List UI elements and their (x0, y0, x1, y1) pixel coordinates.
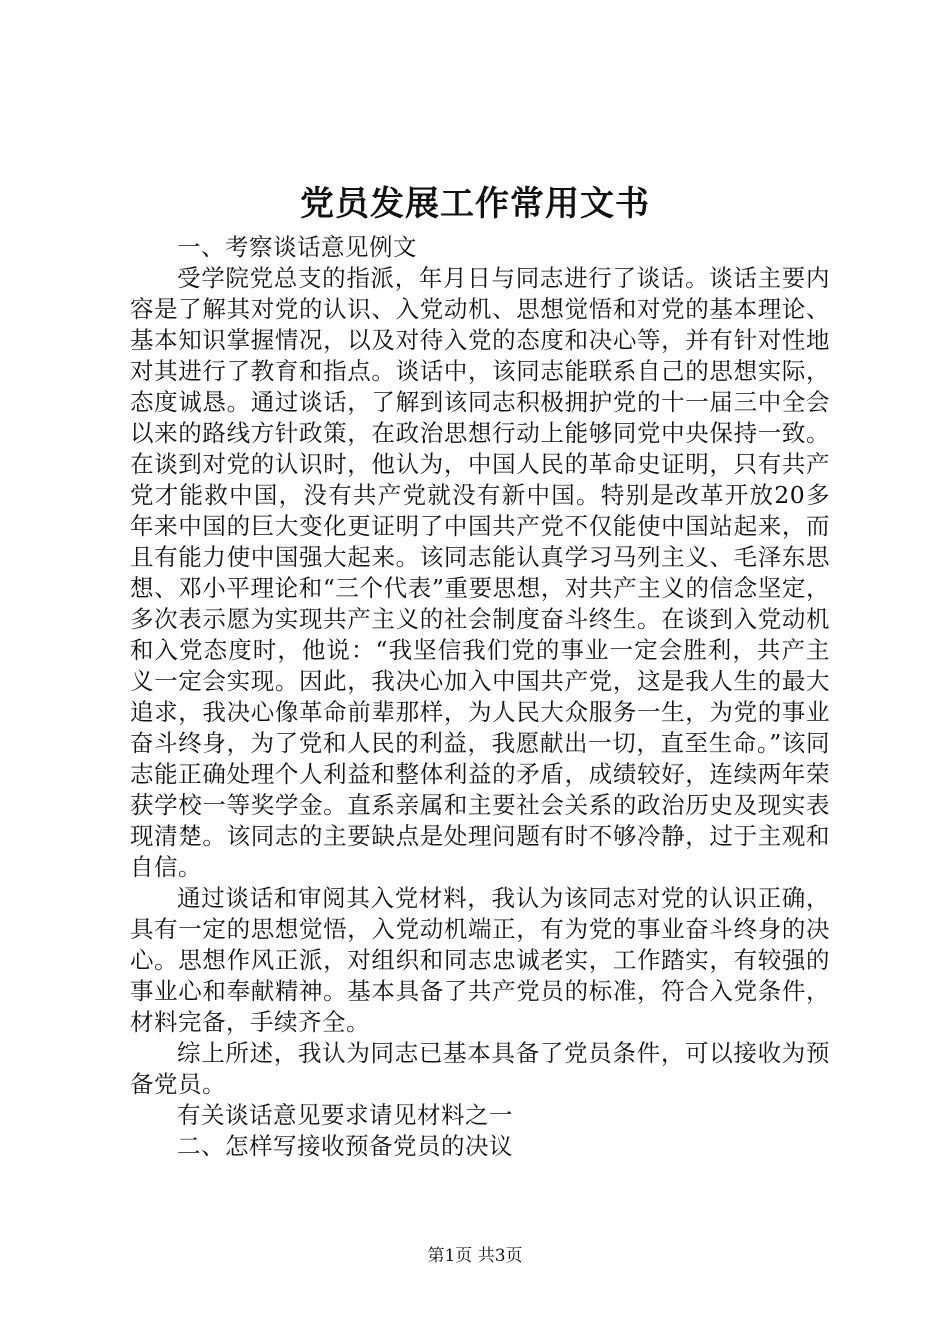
body-paragraph-3: 综上所述，我认为同志已基本具备了党员条件，可以接收为预备党员。 (130, 1039, 830, 1098)
document-title: 党员发展工作常用文书 (300, 184, 650, 224)
page-number-footer: 第1页 共3页 (427, 1246, 523, 1266)
body-paragraph-2: 通过谈话和审阅其入党材料，我认为该同志对党的认识正确，具有一定的思想觉悟，入党动机端正，有为党的事业奋斗终身的决心。思想作风正派，对组织和同志忠诚老实，工作踏实，有较强的事业心和奉献精神。基本具备了共产党员的标准，符合入党条件，材料完备，手续齐全。 (130, 884, 830, 1036)
section-heading-1: 一、考察谈话意见例文 (177, 233, 417, 261)
reference-note: 有关谈话意见要求请见材料之一 (177, 1101, 513, 1129)
section-heading-2: 二、怎样写接收预备党员的决议 (177, 1132, 513, 1160)
document-body (130, 232, 830, 1162)
body-paragraph-1: 受学院党总支的指派，年月日与同志进行了谈话。谈话主要内容是了解其对党的认识、入党动机、思想觉悟和对党的基本理论、基本知识掌握情况，以及对待入党的态度和决心等，并有针对性地对其进行了教育和指点。谈话中，该同志能联系自己的思想实际，态度诚恳。通过谈话，了解到该同志积极拥护党的十一届三中全会以来的路线方针政策，在政治思想行动上能够同党中央保持一致。在谈到对党的认识时，他认为，中国人民的革命史证明，只有共产党才能救中国，没有共产党就没有新中国。特别是改革开放20多年来中国的巨大变化更证明了中国共产党不仅能使中国站起来，而且有能力使中国强大起来。该同志能认真学习马列主义、毛泽东思想、邓小平理论和“三个代表”重要思想，对共产主义的信念坚定，多次表示愿为实现共产主义的社会制度奋斗终生。在谈到入党动机和入党态度时，他说：“我坚信我们党的事业一定会胜利，共产主义一定会实现。因此，我决心加入中国共产党，这是我人生的最大追求，我决心像革命前辈那样，为人民大众服务一生，为党的事业奋斗终身，为了党和人民的利益，我愿献出一切，直至生命。”该同志能正确处理个人利益和整体利益的矛盾，成绩较好，连续两年荣获学校一等奖学金。直系亲属和主要社会关系的政治历史及现实表现清楚。该同志的主要缺点是处理问题有时不够冷静，过于主观和自信。 (130, 264, 830, 881)
